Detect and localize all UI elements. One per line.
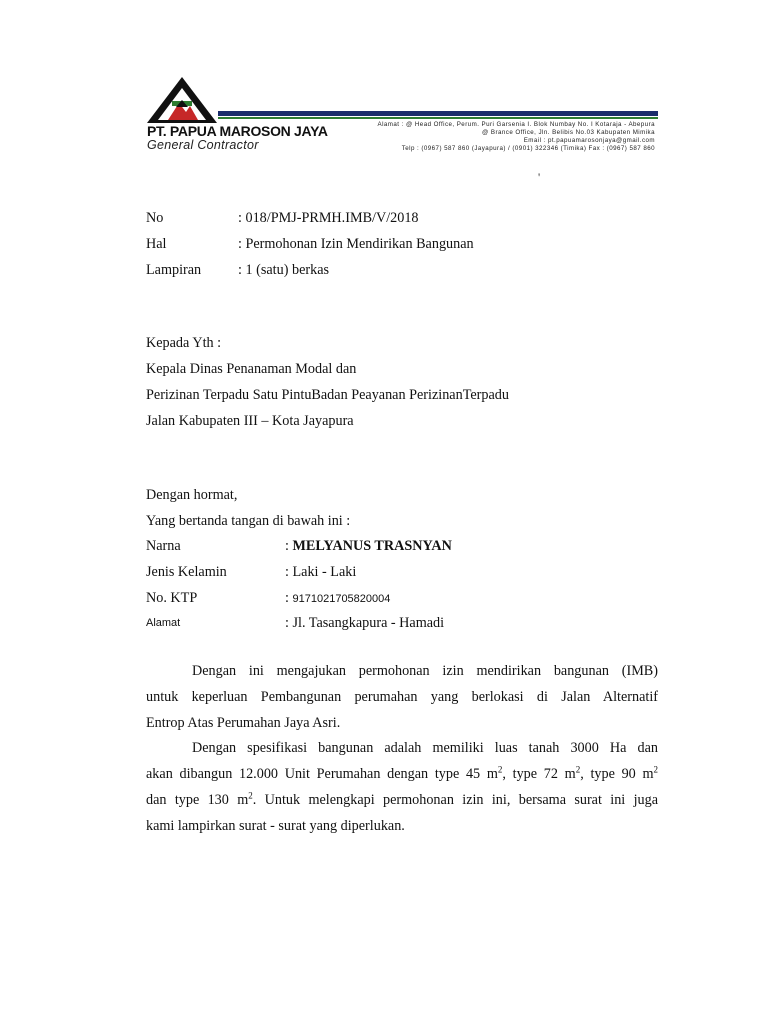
recipient-office: Perizinan Terpadu Satu PintuBadan Peayanan PerizinanTerpadu — [146, 387, 509, 403]
attachment-label: Lampiran — [146, 262, 202, 278]
company-name: PT. PAPUA MAROSON JAYA — [147, 123, 328, 139]
specification-paragraph — [146, 735, 658, 839]
request-paragraph — [146, 658, 658, 736]
paragraph-line: Dengan spesifikasi bangunan adalah memiliki luas tanah 3000 Ha dan — [192, 740, 658, 756]
gender-label: Jenis Kelamin — [146, 564, 227, 580]
paragraph-line: akan dibangun 12.000 Unit Perumahan dengan type 45 $m^2$, type 72 $m^2$, type 90 $m^2$ — [146, 764, 659, 782]
recipient-title: Kepala Dinas Penanaman Modal dan — [146, 361, 357, 377]
recipient-salutation: Kepada Yth : — [146, 335, 222, 351]
letterhead-green-rule — [218, 117, 658, 119]
company-branch-line: @ Brance Office, Jln. Belibis No.03 Kabupaten Mimika — [482, 129, 655, 136]
address-label: Alamat — [146, 617, 181, 629]
company-phone-line: Telp : (0967) 587 860 (Jayapura) / (0901) 322346 (Timika) Fax : (0967) 587 860 — [401, 145, 655, 152]
attachment-value: : 1 (satu) berkas — [238, 262, 330, 278]
company-address-line: Alamat : @ Head Office, Perum. Puri Garsenia I. Blok Numbay No. I Kotaraja - Abepura — [377, 121, 655, 128]
paragraph-line: kami lampirkan surat - surat yang diperlukan. — [146, 818, 405, 834]
paragraph-line: untuk keperluan Pembangunan perumahan yang berlokasi di Jalan Alternatif — [146, 689, 658, 705]
company-logo-icon — [146, 76, 218, 124]
ktp-label: No. KTP — [146, 590, 198, 606]
gender-value: : Laki - Laki — [285, 564, 357, 580]
address-value: : Jl. Tasangkapura - Hamadi — [285, 615, 445, 631]
recipient-address: Jalan Kabupaten III – Kota Jayapura — [146, 413, 354, 429]
greeting: Dengan hormat, — [146, 487, 238, 503]
company-subtitle: General Contractor — [147, 138, 259, 152]
ktp-value: : 9171021705820004 — [285, 590, 391, 606]
paragraph-line: Dengan ini mengajukan permohonan izin mendirikan bangunan (IMB) — [192, 663, 658, 679]
greeting-intro: Yang bertanda tangan di bawah ini : — [146, 513, 351, 529]
subject-value: : Permohonan Izin Mendirikan Bangunan — [238, 236, 474, 252]
name-label: Narna — [146, 538, 181, 554]
letter-number-label: No — [146, 210, 164, 226]
paragraph-line: dan type 130 $m^2$. Untuk melengkapi permohonan izin ini, bersama surat ini juga — [146, 790, 659, 808]
letterhead — [0, 0, 768, 184]
stray-mark: ' — [538, 170, 541, 184]
subject-label: Hal — [146, 236, 167, 252]
letter-number-value: : 018/PMJ-PRMH.IMB/V/2018 — [238, 210, 419, 226]
letterhead-navy-rule — [218, 111, 658, 116]
company-email-line: Email : pt.papuamarosonjaya@gmail.com — [523, 137, 655, 144]
name-value: : MELYANUS TRASNYAN — [285, 538, 452, 554]
paragraph-line: Entrop Atas Perumahan Jaya Asri. — [146, 715, 341, 731]
